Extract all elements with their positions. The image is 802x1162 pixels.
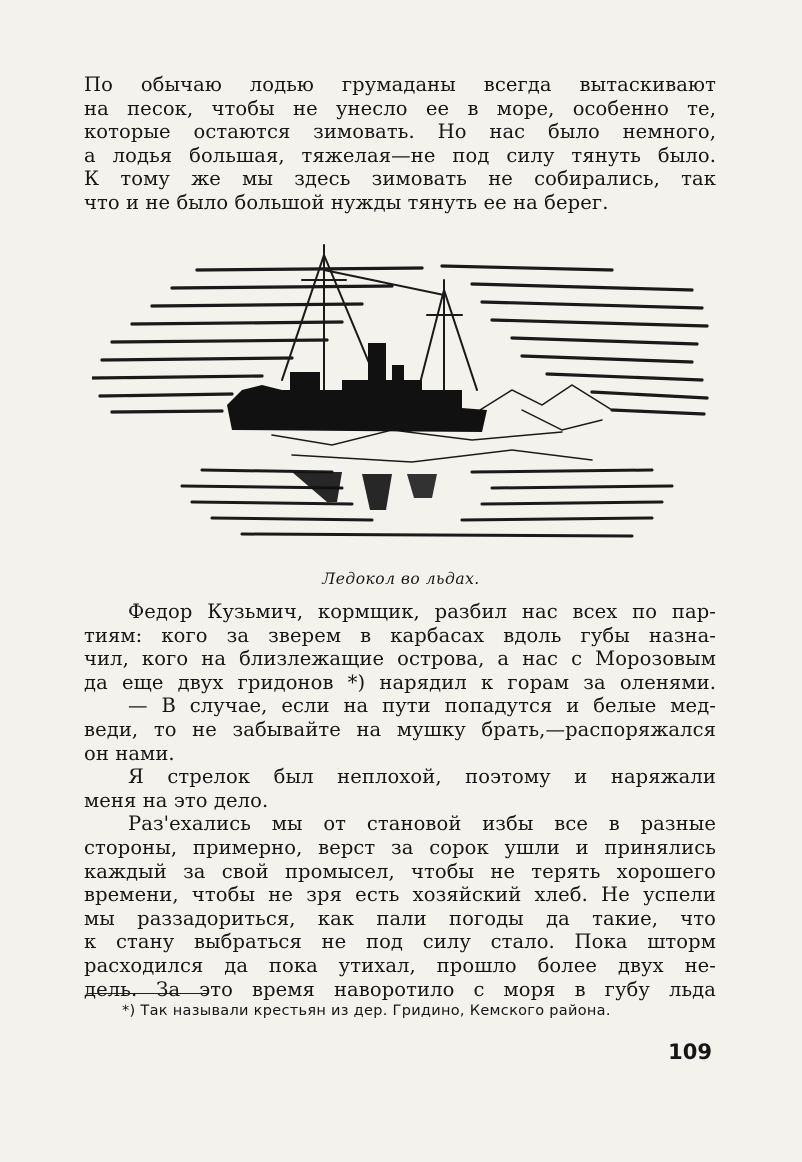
paragraph-2 [84, 600, 716, 1001]
text-line: на песок, чтобы не унесло ее в море, особенно те, [84, 96, 716, 120]
paragraph-1 [84, 73, 716, 215]
text-line: мы раззадориться, как пали погоды да такие, что [84, 906, 716, 930]
text-line: веди, то не забывайте на мушку брать,—распоряжался [84, 717, 716, 741]
page-number: 109 [668, 1040, 712, 1064]
text-line: По обычаю лодью грумаданы всегда вытаскивают [84, 73, 716, 96]
text-line: К тому же мы здесь зимовать не собирались, так [84, 167, 716, 191]
text-line: — В случае, если на пути попадутся и белые мед- [128, 694, 716, 718]
text-line: а лодья большая, тяжелая—не под силу тянуть было. [84, 143, 716, 167]
footnote-divider [88, 993, 208, 994]
text-line: он нами. [84, 741, 175, 765]
text-line: стороны, примерно, верст за сорок ушли и принялись [84, 835, 716, 859]
text-line: каждый за свой промысел, чтобы не терять хорошего [84, 859, 716, 883]
text-line: тиям: кого за зверем в карбасах вдоль губы назна- [84, 623, 716, 647]
text-line: меня на это дело. [84, 788, 269, 812]
text-line: времени, чтобы не зря есть хозяйский хлеб. Не успели [84, 883, 716, 907]
text-line: к стану выбраться не под силу стало. Пока шторм [84, 930, 716, 954]
text-line: Федор Кузьмич, кормщик, разбил нас всех по пар- [128, 600, 716, 623]
footnote: *) Так называли крестьян из дер. Гридино, Кемского района. [122, 1003, 611, 1019]
figure-caption: Ледокол во льдах. [322, 570, 480, 588]
text-line: да еще двух гридонов *) нарядил к горам за оленями. [84, 670, 716, 694]
text-line: расходился да пока утихал, прошло более двух не- [84, 953, 716, 977]
text-line: что и не было большой нужды тянуть ее на берег. [84, 190, 609, 214]
text-line: которые остаются зимовать. Но нас было немного, [84, 120, 716, 144]
text-line: Раз'ехались мы от становой избы все в разные [128, 812, 716, 836]
text-line: Я стрелок был неплохой, поэтому и наряжали [128, 765, 716, 789]
text-line: чил, кого на близлежащие острова, а нас с Морозовым [84, 647, 716, 671]
text-line: дель. За это время наворотило с моря в губу льда [84, 977, 716, 1001]
icebreaker-illustration [92, 240, 712, 558]
